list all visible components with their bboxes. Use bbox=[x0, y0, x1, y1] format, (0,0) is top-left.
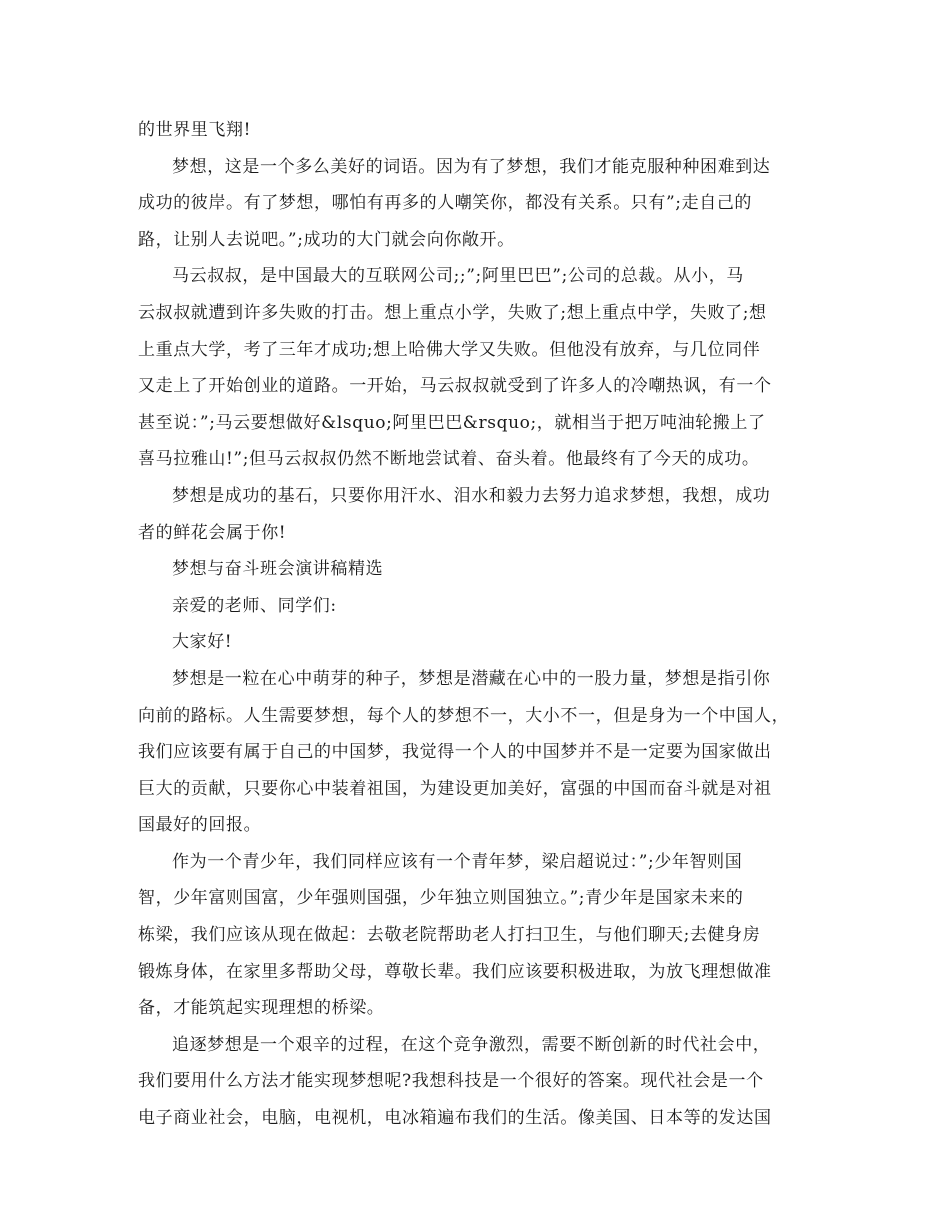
text-line: 栋梁，我们应该从现在做起：去敬老院帮助老人打扫卫生，与他们聊天;去健身房 bbox=[138, 925, 761, 946]
text-line: 梦想是成功的基石，只要你用汗水、泪水和毅力去努力追求梦想，我想，成功 bbox=[172, 485, 771, 506]
section-title: 梦想与奋斗班会演讲稿精选 bbox=[172, 559, 384, 580]
text-line: 路，让别人去说吧。”;成功的大门就会向你敞开。 bbox=[138, 229, 515, 250]
text-line: 我们应该要有属于自己的中国梦，我觉得一个人的中国梦并不是一定要为国家做出 bbox=[138, 742, 772, 763]
text-line: 电子商业社会，电脑，电视机，电冰箱遍布我们的生活。像美国、日本等的发达国 bbox=[138, 1108, 772, 1129]
text-line: 国最好的回报。 bbox=[138, 815, 262, 836]
text-line: 的世界里飞翔! bbox=[138, 120, 252, 140]
text-line: 锻炼身体，在家里多帮助父母，尊敬长辈。我们应该要积极进取，为放飞理想做准 bbox=[138, 961, 772, 982]
salutation: 亲爱的老师、同学们: bbox=[172, 595, 337, 616]
text-line: 者的鲜花会属于你! bbox=[138, 522, 287, 543]
text-line: 巨大的贡献，只要你心中装着祖国，为建设更加美好，富强的中国而奋斗就是对祖 bbox=[138, 778, 772, 799]
text-line: 作为一个青少年，我们同样应该有一个青年梦，梁启超说过：”;少年智则国 bbox=[172, 851, 743, 872]
text-line: 智，少年富则国富，少年强则国强，少年独立则国独立。”;青少年是国家未来的 bbox=[138, 888, 744, 909]
text-line: 我们要用什么方法才能实现梦想呢?我想科技是一个很好的答案。现代社会是一个 bbox=[138, 1071, 764, 1092]
greeting: 大家好! bbox=[172, 632, 233, 653]
text-line: 梦想，这是一个多么美好的词语。因为有了梦想，我们才能克服种种困难到达 bbox=[172, 156, 771, 177]
text-line: 云叔叔就遭到许多失败的打击。想上重点小学，失败了;想上重点中学，失败了;想 bbox=[138, 302, 767, 323]
text-line: 上重点大学，考了三年才成功;想上哈佛大学又失败。但他没有放弃，与几位同伴 bbox=[138, 339, 761, 360]
text-line: 又走上了开始创业的道路。一开始，马云叔叔就受到了许多人的冷嘲热讽，有一个 bbox=[138, 376, 772, 397]
text-line: 备，才能筑起实现理想的桥梁。 bbox=[138, 998, 385, 1019]
text-line: 甚至说：”;马云要想做好&lsquo;阿里巴巴&rsquo;，就相当于把万吨油轮搬上了 bbox=[138, 412, 766, 433]
text-line: 喜马拉雅山!”;但马云叔叔仍然不断地尝试着、奋头着。他最终有了今天的成功。 bbox=[138, 449, 760, 470]
text-line: 向前的路标。人生需要梦想，每个人的梦想不一，大小不一，但是身为一个中国人， bbox=[138, 705, 790, 726]
document-body bbox=[138, 112, 818, 1137]
text-line: 成功的彼岸。有了梦想，哪怕有再多的人嘲笑你，都没有关系。只有”;走自己的 bbox=[138, 193, 753, 214]
text-line: 梦想是一粒在心中萌芽的种子，梦想是潜藏在心中的一股力量，梦想是指引你 bbox=[172, 668, 771, 689]
text-line: 追逐梦想是一个艰辛的过程，在这个竞争激烈，需要不断创新的时代社会中， bbox=[172, 1034, 771, 1055]
text-line: 马云叔叔，是中国最大的互联网公司;;”;阿里巴巴”;公司的总裁。从小，马 bbox=[172, 266, 744, 287]
